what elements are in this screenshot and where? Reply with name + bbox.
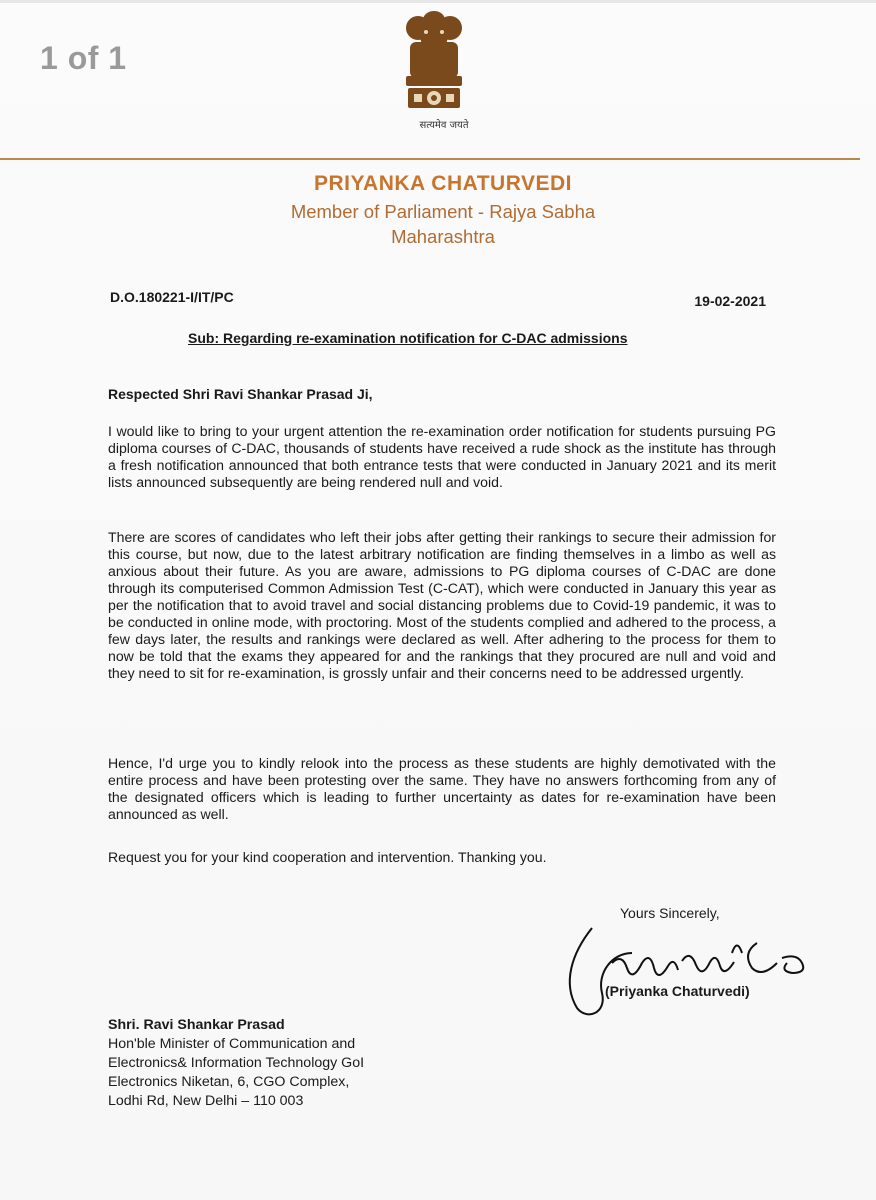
recipient-address-line: Electronics Niketan, 6, CGO Complex, [108,1074,350,1090]
letterhead-rule [0,158,860,160]
body-paragraph: Hence, I'd urge you to kindly relook into the process as these students are highly demotivated with the entire process and have been protesting over the same. They have no answers forthcoming from any of the designated officers which is leading to further uncertainty as dates for re-examination have been announced as well. [108,755,776,822]
national-emblem-icon [388,6,480,116]
recipient-address-line: Electronics& Information Technology GoI [108,1055,365,1071]
body-paragraph: I would like to bring to your urgent attention the re-examination order notification for students pursuing PG diploma courses of C-DAC, thousands of students have received a rude shock as the institute has through a fresh notification announced that both entrance tests that were conducted in January 2021 and its merit lists announced subsequently are being rendered null and void. [108,423,776,490]
recipient-address [108,1016,364,1111]
reference-number: D.O.180221-I/IT/PC [110,289,234,305]
letterhead-designation: Member of Parliament - Rajya Sabha [290,201,596,222]
signatory-name: (Priyanka Chaturvedi) [605,983,750,999]
page-indicator: 1 of 1 [40,40,127,76]
letter-subject: Sub: Regarding re-examination notification for C-DAC admissions [188,330,628,346]
letterhead-name: PRIYANKA CHATURVEDI [313,172,573,195]
salutation: Respected Shri Ravi Shankar Prasad Ji, [108,386,373,402]
recipient-address-line: Hon'ble Minister of Communication and [108,1036,356,1052]
body-paragraph: There are scores of candidates who left their jobs after getting their rankings to secure their admission for this course, but now, due to the latest arbitrary notification are finding themselves in a limbo as well as anxious about their future. As you are aware, admissions to PG diploma courses of C-DAC are done through its computerised Common Admission Test (C-CAT), which were conducted in January this year as per the notification that to avoid travel and social distancing problems due to Covid-19 pandemic, it was to be conducted in online mode, with proctoring. Most of the students complied and adhered to the process, a few days later, the results and rankings were declared as well. After adhering to the process for them to now be told that the exams they appeared for and the rankings that they procured are null and void and they need to sit for re-examination, is grossly unfair and their concerns need to be addressed urgently. [108,529,776,681]
closing: Yours Sincerely, [620,905,720,921]
handwritten-signature [552,913,842,1023]
recipient-address-line: Lodhi Rd, New Delhi – 110 003 [108,1093,304,1109]
letterhead-state: Maharashtra [391,226,495,247]
letter-date: 19-02-2021 [694,293,766,309]
emblem-motto: सत्यमेव जयते [419,120,469,131]
body-paragraph: Request you for your kind cooperation and intervention. Thanking you. [108,849,547,865]
recipient-name: Shri. Ravi Shankar Prasad [108,1017,285,1033]
page-top-edge [0,0,876,3]
